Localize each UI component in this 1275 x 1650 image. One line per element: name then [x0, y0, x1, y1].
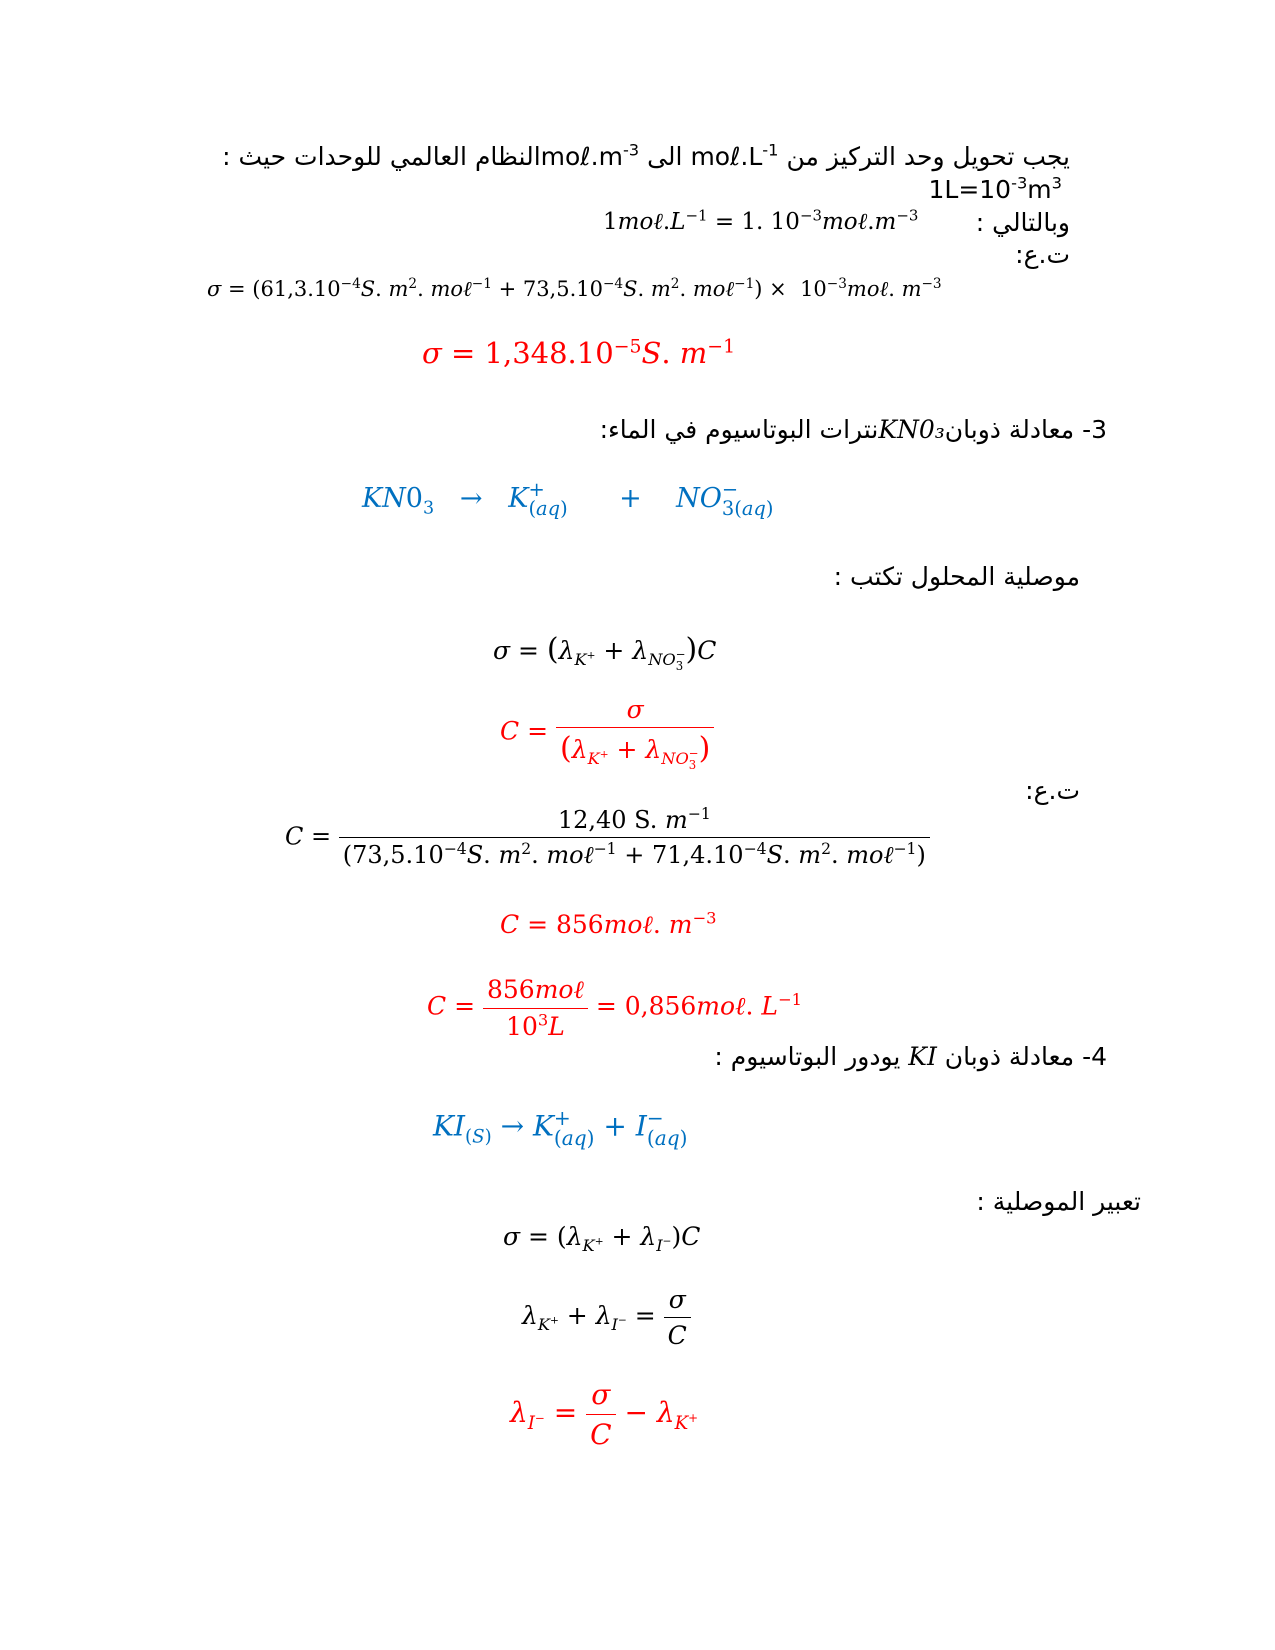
concentration-result-mol-m3: C = 856moℓ. $m^{-3}$	[500, 908, 717, 939]
conductivity-formula-4: $\sigma = (\lambda_{K^+} + \lambda_{I^-})C$	[503, 1222, 701, 1255]
concentration-formula-3: C = σ ($\lambda_{K^+} + \lambda_{NO - 3}$ )	[500, 695, 714, 771]
kno3-dissolution-equation: $KN0_3 \to K$ + (aq) + NO − 3(aq)	[362, 478, 774, 521]
application-label-3: ت.ع:	[1025, 776, 1080, 805]
section-3-title: 3- معادلة ذوبانKN0₃نترات البوتاسيوم في الماء:	[599, 415, 1107, 444]
application-label-1: ت.ع:	[1015, 240, 1070, 269]
liter-conversion: $1L=10^{-3}m^3$	[928, 173, 1062, 204]
conductivity-label-4: تعبير الموصلية :	[976, 1187, 1141, 1216]
conductivity-label-3: موصلية المحلول تكتب :	[833, 562, 1080, 591]
intro-line-1: يجب تحويل وحد التركيز من $mo\ell.L^{-1}$ الى $mo\ell.m^{-3}النظام$ العالمي للوحدات حيث :	[222, 140, 1070, 171]
sigma-calculation: $\sigma = (61,3.10^{-4}S$. $m^2$. moℓ$^{-1}$ + $73,5.10^{-4}S$. $m^2$. moℓ$^{-1}$) × $10^{-3}mo\ell$. $m^{-3}$	[207, 276, 942, 301]
sigma-result: $\sigma = 1,348.10^{-5}S$. $m^{-1}$	[422, 336, 736, 370]
section-4-title: 4- معادلة ذوبان KI يودور البوتاسيوم :	[714, 1042, 1107, 1071]
ki-dissolution-equation: $KI_{(S)} \to K$ + (aq) + I − (aq)	[433, 1106, 688, 1151]
lambda-iodide-formula: $\lambda_{I^-}$ = $\frac{\sigma}{C}$ − $\lambda_{K^+}$	[510, 1378, 699, 1451]
unit-from: $mo\ell.L^{-1}$	[690, 140, 779, 171]
conductivity-formula-3: $\sigma = (\lambda_{K^+} + \lambda_{NO - 3}$ )C	[493, 632, 717, 673]
concentration-result-mol-l: C = $\frac{\text{856moℓ}}{10^3L}$ = 0,856moℓ. $L^{-1}$	[427, 975, 802, 1041]
therefore-label: وبالتالي :	[975, 208, 1070, 237]
mol-conversion-formula: $1mo\ell.L^{-1} = 1$. $10^{-3}mo\ell.m^{-3}$	[603, 206, 919, 235]
lambda-sum-formula: $\lambda_{K^+} + \lambda_{I^-}$ = $\frac{\sigma}{C}$	[522, 1285, 691, 1350]
concentration-calculation-3: C = $\frac{12,40 S. m^{-1}}{(73,5.10^{-4}S. m^2. mo\ell^{-1} + 71,4.10^{-4}S. m^2. mo\ell^{-1})}$	[285, 806, 930, 870]
unit-to: $mo\ell.m^{-3}$	[540, 140, 640, 171]
